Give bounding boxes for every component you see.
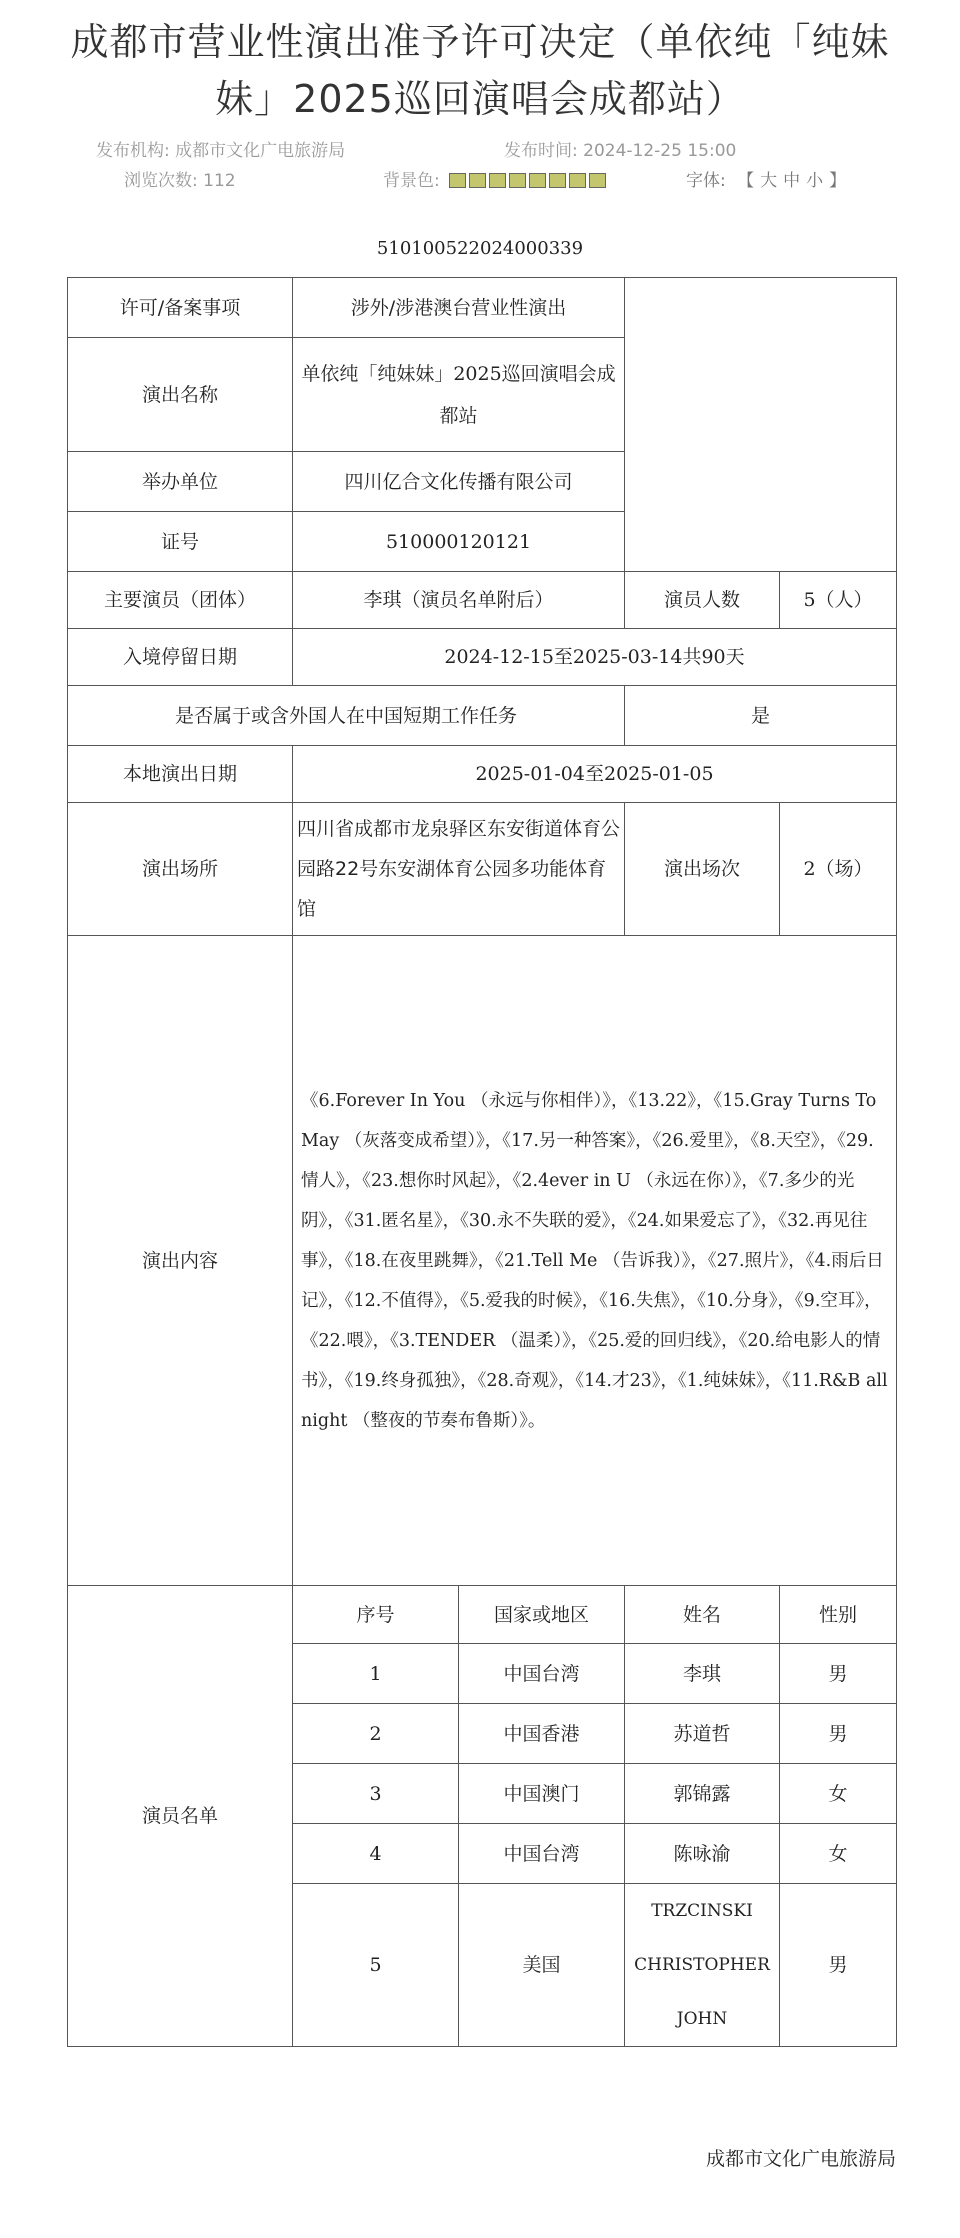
short-term-label: 是否属于或含外国人在中国短期工作任务 xyxy=(68,686,625,746)
background-color-swatch[interactable] xyxy=(549,173,566,188)
roster-name: 李琪 xyxy=(625,1644,780,1704)
font-size-label: 字体: xyxy=(686,171,726,191)
roster-header-no: 序号 xyxy=(293,1586,459,1644)
performer-count-value: 5（人） xyxy=(780,572,897,629)
table-row xyxy=(68,629,897,686)
roster-gender: 男 xyxy=(780,1644,897,1704)
roster-region: 中国台湾 xyxy=(459,1824,625,1884)
short-term-value: 是 xyxy=(625,686,897,746)
venue-value: 四川省成都市龙泉驿区东安街道体育公园路22号东安湖体育公园多功能体育馆 xyxy=(293,803,625,936)
table-row xyxy=(68,746,897,803)
organizer-label: 举办单位 xyxy=(68,452,293,512)
roster-name: 陈咏渝 xyxy=(625,1824,780,1884)
main-performer-value: 李琪（演员名单附后） xyxy=(293,572,625,629)
sessions-value: 2（场） xyxy=(780,803,897,936)
roster-name: 苏道哲 xyxy=(625,1704,780,1764)
font-small-button[interactable]: 小 xyxy=(806,171,824,191)
font-bracket-close: 】 xyxy=(829,171,847,191)
main-performer-label: 主要演员（团体） xyxy=(68,572,293,629)
permit-label: 许可/备案事项 xyxy=(68,278,293,338)
roster-no: 5 xyxy=(293,1884,459,2047)
show-name-value: 单依纯「纯妹妹」2025巡回演唱会成都站 xyxy=(293,338,625,452)
font-large-button[interactable]: 大 xyxy=(760,171,778,191)
roster-gender: 女 xyxy=(780,1824,897,1884)
license-value: 510000120121 xyxy=(293,512,625,572)
show-name-label: 演出名称 xyxy=(68,338,293,452)
roster-no: 1 xyxy=(293,1644,459,1704)
background-color-swatch[interactable] xyxy=(529,173,546,188)
background-swatches xyxy=(449,173,606,188)
font-size-picker xyxy=(683,166,849,191)
roster-label: 演员名单 xyxy=(68,1586,293,2047)
background-color-swatch[interactable] xyxy=(509,173,526,188)
roster-no: 2 xyxy=(293,1704,459,1764)
sessions-label: 演出场次 xyxy=(625,803,780,936)
views-label: 浏览次数: xyxy=(124,171,198,191)
publisher-meta xyxy=(96,136,345,161)
views-meta xyxy=(124,166,236,191)
publisher-label: 发布机构: xyxy=(96,141,170,161)
roster-name: 郭锦露 xyxy=(625,1764,780,1824)
roster-header-name: 姓名 xyxy=(625,1586,780,1644)
roster-gender: 男 xyxy=(780,1704,897,1764)
table-row xyxy=(68,572,897,629)
views-count: 112 xyxy=(203,171,236,191)
license-label: 证号 xyxy=(68,512,293,572)
table-row xyxy=(68,278,897,338)
background-color-swatch[interactable] xyxy=(589,173,606,188)
roster-name: TRZCINSKI CHRISTOPHER JOHN xyxy=(625,1884,780,2047)
publish-time-meta xyxy=(504,136,736,161)
stay-label: 入境停留日期 xyxy=(68,629,293,686)
local-dates-label: 本地演出日期 xyxy=(68,746,293,803)
background-color-label: 背景色: xyxy=(383,171,440,191)
local-dates-value: 2025-01-04至2025-01-05 xyxy=(293,746,897,803)
venue-label: 演出场所 xyxy=(68,803,293,936)
background-color-swatch[interactable] xyxy=(489,173,506,188)
roster-no: 4 xyxy=(293,1824,459,1884)
background-color-swatch[interactable] xyxy=(449,173,466,188)
roster-region: 中国台湾 xyxy=(459,1644,625,1704)
roster-region: 中国香港 xyxy=(459,1704,625,1764)
background-color-swatch[interactable] xyxy=(569,173,586,188)
background-color-swatch[interactable] xyxy=(469,173,486,188)
table-row xyxy=(68,686,897,746)
publisher-value: 成都市文化广电旅游局 xyxy=(175,141,346,161)
roster-gender: 女 xyxy=(780,1764,897,1824)
publish-time-value: 2024-12-25 15:00 xyxy=(583,141,737,161)
permit-table xyxy=(67,277,897,2047)
issuer-signature: 成都市文化广电旅游局 xyxy=(705,2148,896,2170)
roster-gender: 男 xyxy=(780,1884,897,2047)
content-label: 演出内容 xyxy=(68,936,293,1586)
content-value: 《6.Forever In You （永远与你相伴）》，《13.22》，《15.Gray Turns To May （灰落变成希望）》，《17.另一种答案》，《26.爱里》，《8.天空》，《29.情人》，《23.想你时风起》，《2.4ever in U （永远在你）》，《7.多少的光阴》，《31.匿名星》，《30.永不失联的爱》，《24.如果爱忘了》，《32.再见往事》，《18.在夜里跳舞》，《21.Tell Me （告诉我）》，《27.照片》，《4.雨后日记》，《12.不值得》，《5.爱我的时候》，《16.失焦》，《10.分身》，《9.空耳》，《22.喂》，《3.TENDER （温柔）》，《25.爱的回归线》，《20.给电影人的情书》，《19.终身孤独》，《28.奇观》，《14.才23》，《1.纯妹妹》，《11.R&B all night （整夜的节奏布鲁斯）》。 xyxy=(293,936,897,1586)
stay-value: 2024-12-15至2025-03-14共90天 xyxy=(293,629,897,686)
roster-header-row xyxy=(68,1586,897,1644)
roster-header-gender: 性别 xyxy=(780,1586,897,1644)
publish-time-label: 发布时间: xyxy=(504,141,578,161)
organizer-value: 四川亿合文化传播有限公司 xyxy=(293,452,625,512)
blank-cell xyxy=(625,278,897,572)
background-color-picker xyxy=(383,166,606,191)
page-title: 成都市营业性演出准予许可决定（单依纯「纯妹妹」2025巡回演唱会成都站） xyxy=(70,20,890,121)
document-number: 510100522024000339 xyxy=(376,238,584,259)
permit-value: 涉外/涉港澳台营业性演出 xyxy=(293,278,625,338)
font-bracket-open: 【 xyxy=(737,171,755,191)
roster-header-region: 国家或地区 xyxy=(459,1586,625,1644)
performer-count-label: 演员人数 xyxy=(625,572,780,629)
roster-region: 中国澳门 xyxy=(459,1764,625,1824)
font-medium-button[interactable]: 中 xyxy=(783,171,801,191)
roster-no: 3 xyxy=(293,1764,459,1824)
roster-region: 美国 xyxy=(459,1884,625,2047)
table-row xyxy=(68,936,897,1586)
table-row xyxy=(68,803,897,936)
